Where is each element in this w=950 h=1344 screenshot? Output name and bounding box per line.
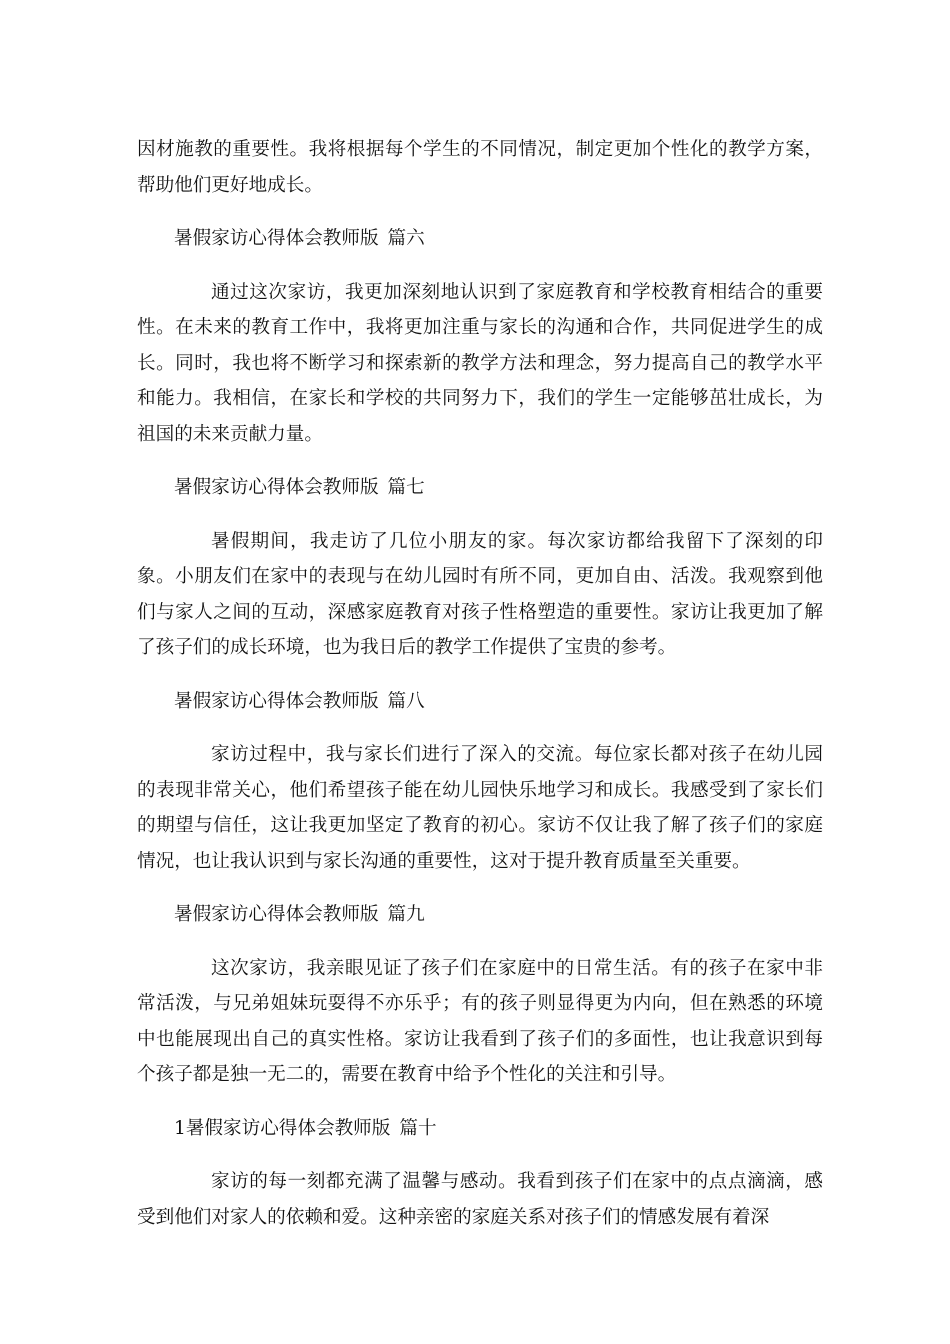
section-heading-8 [137,684,823,720]
section-title: 暑假家访心得体会教师版 [174,690,379,712]
section-heading-6 [137,221,823,257]
section-number: 篇十 [399,1117,437,1139]
section-number: 篇六 [387,228,425,249]
intro-paragraph: 因材施教的重要性。我将根据每个学生的不同情况，制定更加个性化的教学方案，帮助他们更好地成长。 [137,139,823,196]
section-number: 篇七 [387,477,425,498]
section-body-6: 通过这次家访，我更加深刻地认识到了家庭教育和学校教育相结合的重要性。在未来的教育工作中，我将更加注重与家长的沟通和合作，共同促进学生的成长。同时，我也将不断学习和探索新的教学方法和理念，努力提高自己的教学水平和能力。我相信，在家长和学校的共同努力下，我们的学生一定能够茁壮成长，为祖国的未来贡献力量。 [137,281,823,445]
section-title: 暑假家访心得体会教师版 [174,904,379,925]
section-body-10: 家访的每一刻都充满了温馨与感动。我看到孩子们在家中的点点滴滴，感受到他们对家人的依赖和爱。这种亲密的家庭关系对孩子们的情感发展有着深 [137,1171,823,1228]
section-title: 暑假家访心得体会教师版 [174,228,379,249]
section-heading-9 [137,897,823,933]
section-heading-7 [137,470,823,506]
section-heading-10 [137,1111,823,1147]
section-title: 1暑假家访心得体会教师版 [174,1117,391,1139]
section-body-9: 这次家访，我亲眼见证了孩子们在家庭中的日常生活。有的孩子在家中非常活泼，与兄弟姐妹玩耍得不亦乐乎；有的孩子则显得更为内向，但在熟悉的环境中也能展现出自己的真实性格。家访让我看到了孩子们的多面性，也让我意识到每个孩子都是独一无二的，需要在教育中给予个性化的关注和引导。 [137,957,823,1085]
section-number: 篇八 [387,690,425,712]
section-body-8: 家访过程中，我与家长们进行了深入的交流。每位家长都对孩子在幼儿园的表现非常关心，他们希望孩子能在幼儿园快乐地学习和成长。我感受到了家长们的期望与信任，这让我更加坚定了教育的初心。家访不仅让我了解了孩子们的家庭情况，也让我认识到与家长沟通的重要性，这对于提升教育质量至关重要。 [137,744,823,872]
document-content [137,132,823,1235]
section-title: 暑假家访心得体会教师版 [174,477,379,498]
section-number: 篇九 [387,904,425,925]
section-body-7: 暑假期间，我走访了几位小朋友的家。每次家访都给我留下了深刻的印象。小朋友们在家中的表现与在幼儿园时有所不同，更加自由、活泼。我观察到他们与家人之间的互动，深感家庭教育对孩子性格塑造的重要性。家访让我更加了解了孩子们的成长环境，也为我日后的教学工作提供了宝贵的参考。 [137,530,823,658]
